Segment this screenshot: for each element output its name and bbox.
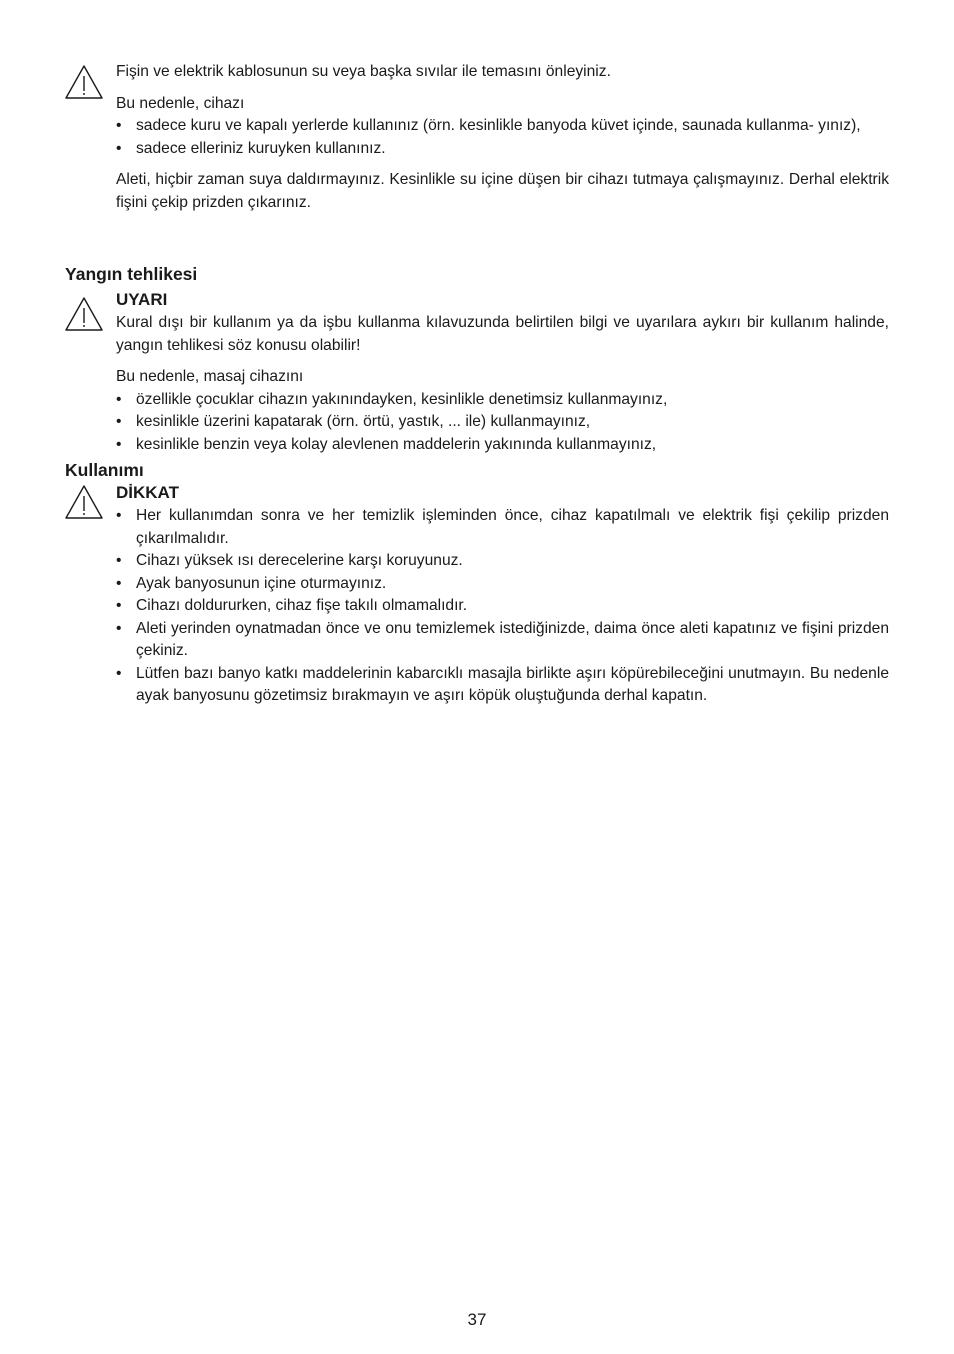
section-heading-fire: Yangın tehlikesi (65, 264, 198, 284)
warning-triangle-icon (64, 484, 104, 520)
section-heading-usage: Kullanımı (65, 460, 144, 480)
page-number: 37 (467, 1310, 487, 1329)
closing-text: Aleti, hiçbir zaman suya daldırmayınız. Kesinlikle su içine düşen bir cihazı tutmaya çalışmayınız. Derhal elektrik fişini çekip prizden çıkarınız. (116, 171, 889, 211)
list-item: • kesinlikle üzerini kapatarak (örn. örtü, yastık, ... ile) kullanmayınız, (116, 411, 889, 434)
warning-text: Kural dışı bir kullanım ya da işbu kullanma kılavuzunda belirtilen bilgi ve uyarılara aykırı bir kullanım halinde, yangın tehlikesi söz konusu olabilir! (116, 314, 889, 354)
intro-text: Fişin ve elektrik kablosunun su veya başka sıvılar ile temasını önleyiniz. (116, 63, 611, 80)
list-item: • Cihazı doldururken, cihaz fişe takılı olmamalıdır. (116, 595, 889, 618)
list-item: • özellikle çocuklar cihazın yakınındayken, kesinlikle denetimsiz kullanmayınız, (116, 389, 889, 412)
bullet-list (116, 389, 889, 457)
list-item: • Her kullanımdan sonra ve her temizlik işleminden önce, cihaz kapatılmalı ve elektrik fişi çekilip prizden çıkarılmalıdır. (116, 505, 889, 550)
section-electric-safety (116, 61, 889, 214)
list-item: • Aleti yerinden oynatmadan önce ve onu temizlemek istediğinizde, daima önce aleti kapatınız ve fişini prizden çekiniz. (116, 618, 889, 663)
bullet-list (116, 115, 889, 160)
bullet-list (116, 505, 889, 708)
list-item: • sadece kuru ve kapalı yerlerde kullanınız (örn. kesinlikle banyoda küvet içinde, saunada kullanma- yınız), (116, 115, 889, 138)
warning-triangle-icon (64, 296, 104, 332)
lead-text: Bu nedenle, masaj cihazını (116, 368, 304, 385)
list-item: • Ayak banyosunun içine oturmayınız. (116, 573, 889, 596)
list-item: • sadece elleriniz kuruyken kullanınız. (116, 138, 889, 161)
warning-label: UYARI (116, 290, 168, 309)
section-fire-hazard (116, 288, 889, 456)
lead-text: Bu nedenle, cihazı (116, 94, 245, 112)
warning-triangle-icon (64, 64, 104, 100)
list-item: • Lütfen bazı banyo katkı maddelerinin kabarcıklı masajla birlikte aşırı köpürebileceğini unutmayın. Bu nedenle ayak banyosunu gözetimsiz bırakmayın ve aşırı köpük oluştuğunda derhal kapatın. (116, 663, 889, 708)
list-item: • Cihazı yüksek ısı derecelerine karşı koruyunuz. (116, 550, 889, 573)
list-item: • kesinlikle benzin veya kolay alevlenen maddelerin yakınında kullanmayınız, (116, 434, 889, 457)
caution-label: DİKKAT (116, 483, 179, 502)
section-usage (116, 481, 889, 708)
